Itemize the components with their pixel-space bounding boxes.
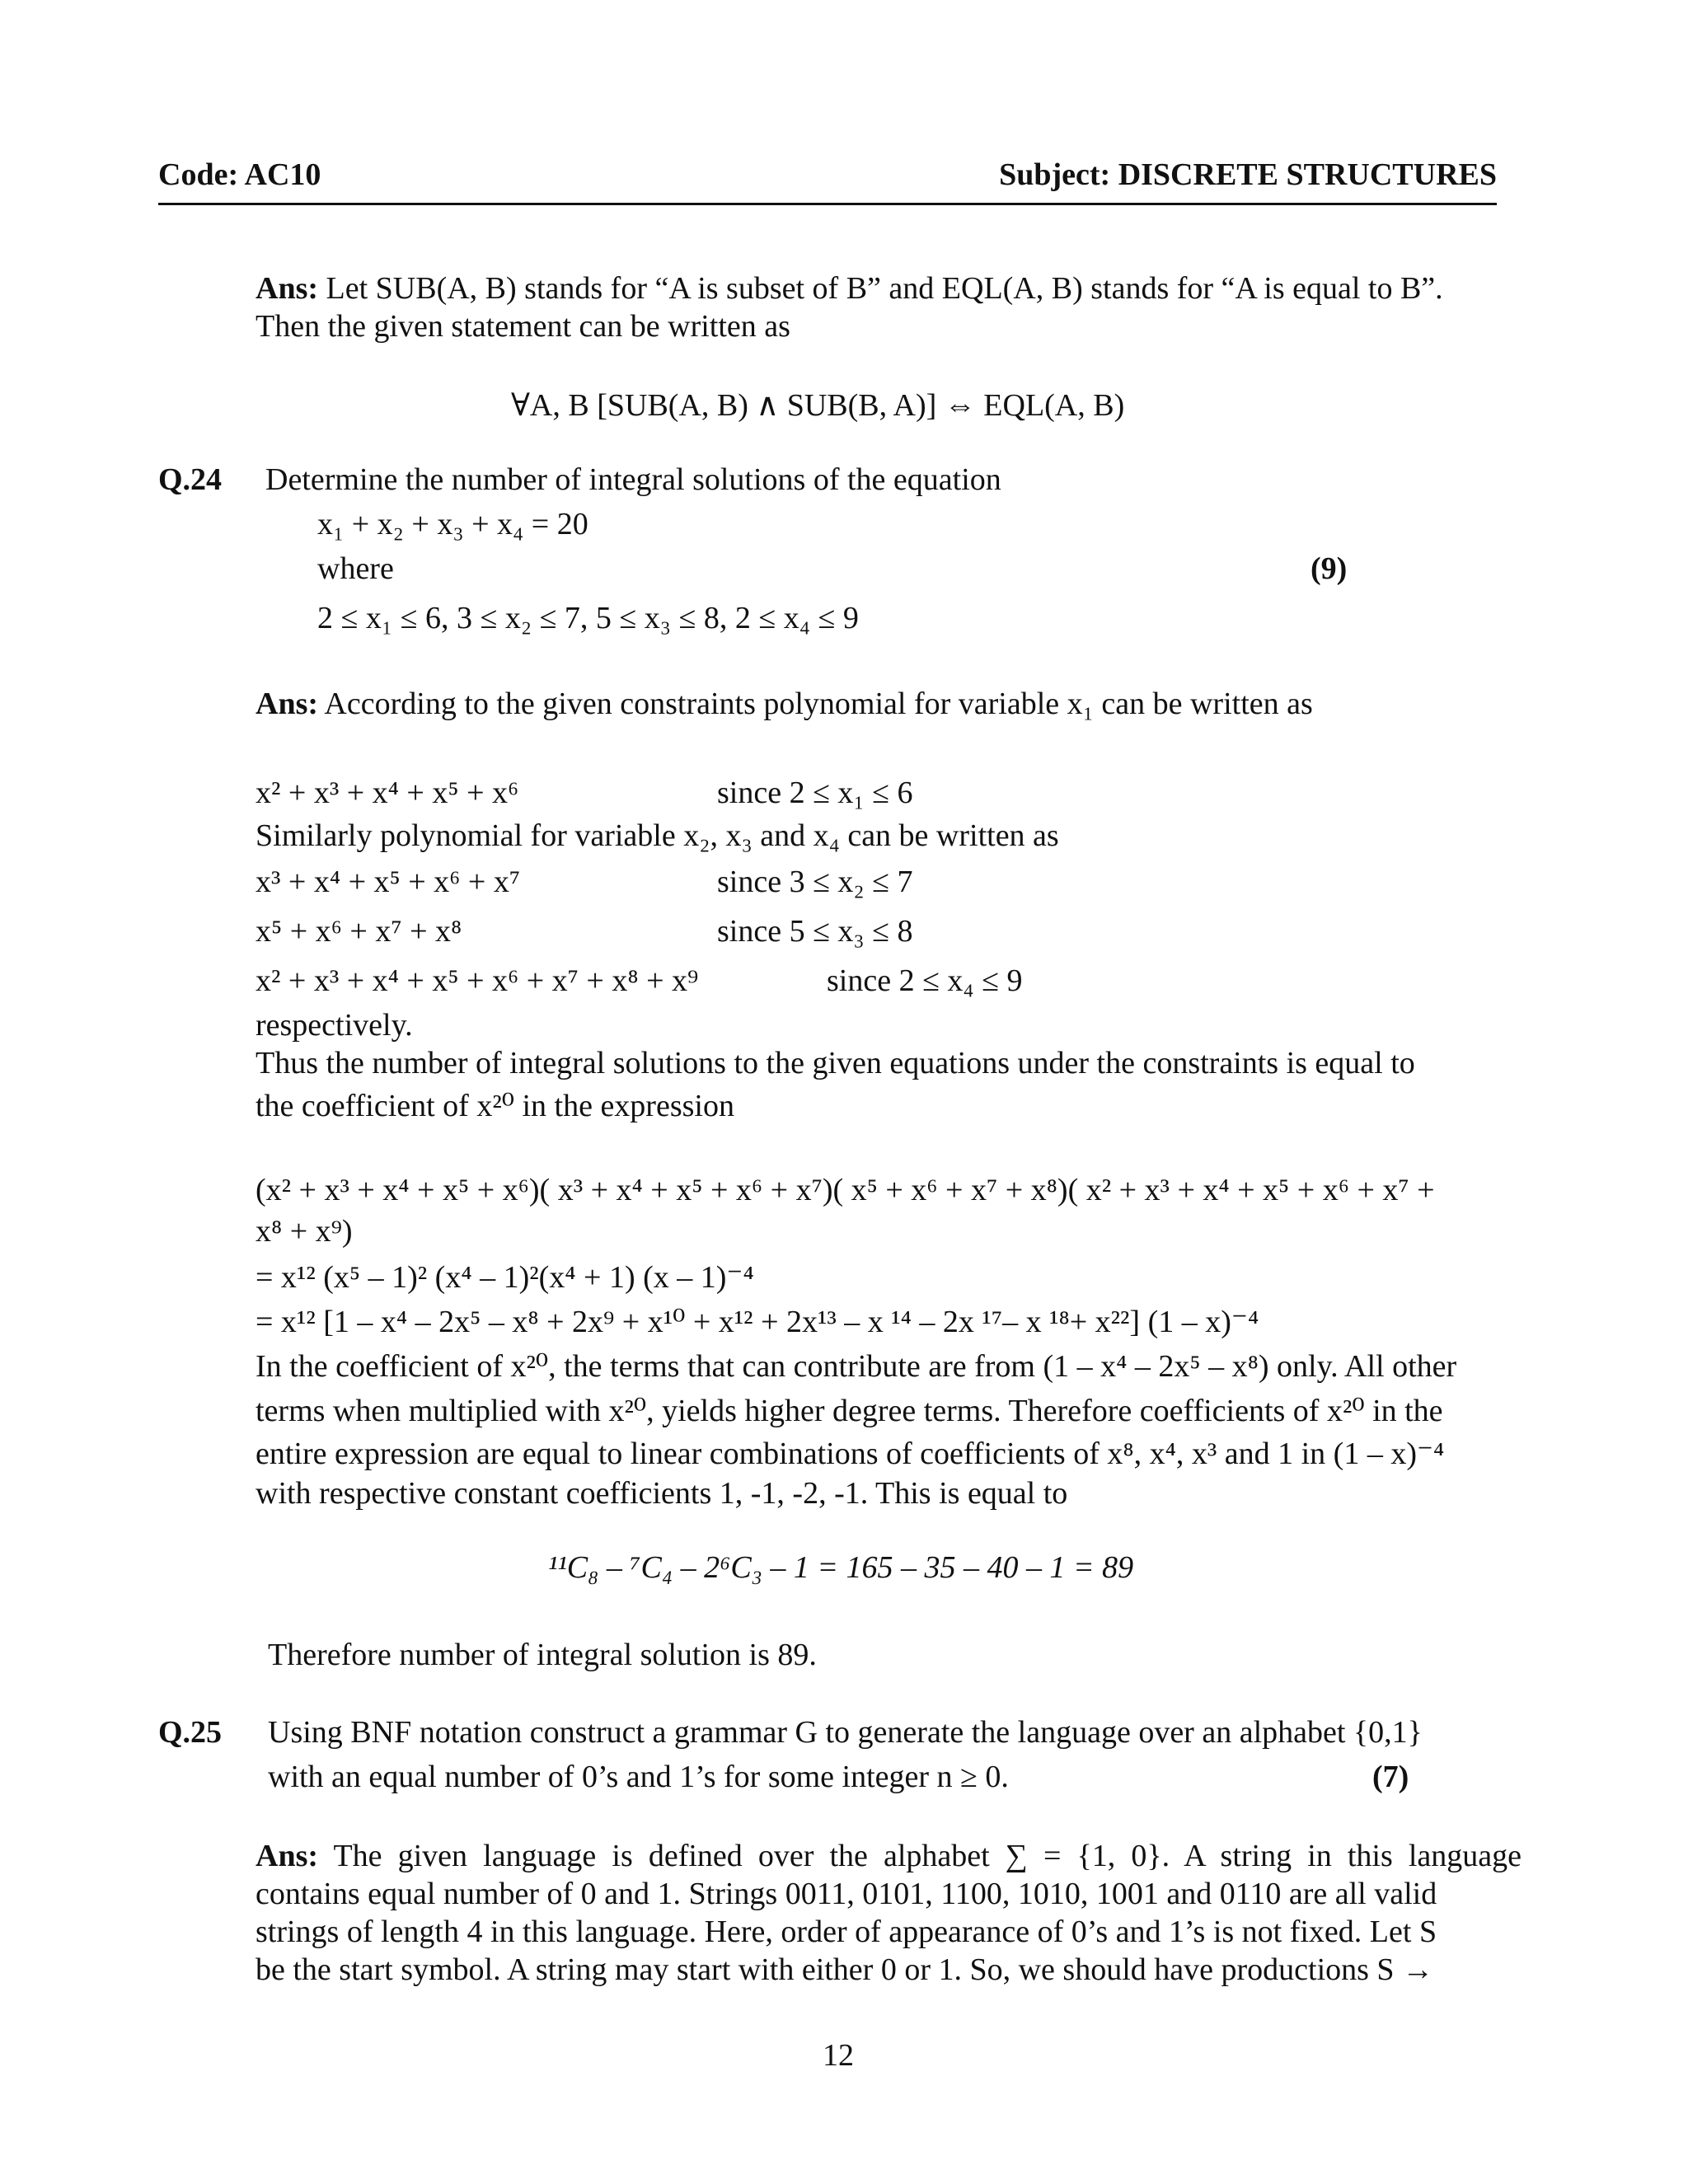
answer-24-expr4: = x¹² [1 – x⁴ – 2x⁵ – x⁸ + 2x⁹ + x¹⁰ + x¹² + 2x¹³ – x ¹⁴ – 2x ¹⁷– x ¹⁸+ x²²] (1 – x)⁻⁴ (256, 1305, 1259, 1339)
answer-24-result: ¹¹C₈ – ⁷C₄ – 2⁶C₃ – 1 = 165 – 35 – 40 – 1 = 89 (548, 1550, 1134, 1585)
answer-24-conclusion: Therefore number of integral solution is 89. (268, 1638, 817, 1672)
ans-prev-formula: ∀A, B [SUB(A, B) ∧ SUB(B, A)] ⇔ EQL(A, B) (511, 388, 1125, 423)
answer-24-poly4: x² + x³ + x⁴ + x⁵ + x⁶ + x⁷ + x⁸ + x⁹ (256, 963, 699, 998)
answer-24-expr1: (x² + x³ + x⁴ + x⁵ + x⁶)( x³ + x⁴ + x⁵ + x⁶ + x⁷)( x⁵ + x⁶ + x⁷ + x⁸)( x² + x³ + x⁴ + x⁵ + x⁶ + x⁷ + (256, 1173, 1435, 1207)
answer-25-line3: strings of length 4 in this language. Here, order of appearance of 0’s and 1’s is not fixed. Let S (256, 1915, 1437, 1949)
answer-24-thus2: the coefficient of x²⁰ in the expression (256, 1089, 734, 1123)
answer-24-poly1: x² + x³ + x⁴ + x⁵ + x⁶ (256, 776, 519, 810)
question-25-line1: Using BNF notation construct a grammar G to generate the language over an alphabet {0,1} (268, 1715, 1423, 1750)
answer-25-line4: be the start symbol. A string may start with either 0 or 1. So, we should have productions S → (256, 1952, 1434, 1987)
course-code: Code: AC10 (158, 157, 321, 192)
answer-24-poly2: x³ + x⁴ + x⁵ + x⁶ + x⁷ (256, 865, 521, 899)
header-rule (158, 203, 1497, 205)
question-24-text: Determine the number of integral solutions of the equation (265, 462, 1001, 497)
page-number: 12 (823, 2038, 854, 2073)
question-25-label: Q.25 (158, 1715, 223, 1750)
answer-24-thus1: Thus the number of integral solutions to the given equations under the constraints is equal to (256, 1046, 1415, 1080)
answer-24-para4: with respective constant coefficients 1, -1, -2, -1. This is equal to (256, 1476, 1068, 1511)
question-24-constraints: 2 ≤ x₁ ≤ 6, 3 ≤ x₂ ≤ 7, 5 ≤ x₃ ≤ 8, 2 ≤ x₄ ≤ 9 (317, 601, 859, 635)
question-24-equation: x₁ + x₂ + x₃ + x₄ = 20 (317, 507, 588, 541)
answer-24-since4: since 2 ≤ x₄ ≤ 9 (827, 963, 1023, 998)
question-25-line2: with an equal number of 0’s and 1’s for some integer n ≥ 0. (268, 1760, 1009, 1794)
answer-24-since1: since 2 ≤ x₁ ≤ 6 (717, 776, 913, 810)
answer-24-intro: Ans: According to the given constraints polynomial for variable x₁ can be written as (256, 687, 1313, 721)
answer-25-line1: Ans: The given language is defined over the alphabet ∑ = {1, 0}. A string in this language (256, 1839, 1522, 1873)
question-24-label: Q.24 (158, 462, 223, 497)
answer-24-since3: since 5 ≤ x₃ ≤ 8 (717, 914, 913, 949)
answer-25-line2: contains equal number of 0 and 1. Strings 0011, 0101, 1100, 1010, 1001 and 0110 are all valid (256, 1877, 1437, 1911)
question-25-marks: (7) (1372, 1760, 1409, 1794)
answer-24-expr3: = x¹² (x⁵ – 1)² (x⁴ – 1)²(x⁴ + 1) (x – 1)⁻⁴ (256, 1260, 754, 1295)
answer-24-para1: In the coefficient of x²⁰, the terms that can contribute are from (1 – x⁴ – 2x⁵ – x⁸) only. All other (256, 1349, 1457, 1384)
answer-24-expr2: x⁸ + x⁹) (256, 1214, 353, 1249)
answer-24-poly3: x⁵ + x⁶ + x⁷ + x⁸ (256, 914, 462, 949)
answer-24-respectively: respectively. (256, 1008, 413, 1043)
answer-24-similarly: Similarly polynomial for variable x₂, x₃ and x₄ can be written as (256, 818, 1059, 853)
answer-24-para3: entire expression are equal to linear combinations of coefficients of x⁸, x⁴, x³ and 1 in (1 – x)⁻⁴ (256, 1436, 1445, 1471)
answer-24-para2: terms when multiplied with x²⁰, yields higher degree terms. Therefore coefficients of x²⁰ in the (256, 1394, 1443, 1428)
question-24-where: where (317, 551, 394, 586)
ans-prev-line2: Then the given statement can be written as (256, 309, 790, 344)
ans-prev-line1: Ans: Let SUB(A, B) stands for “A is subset of B” and EQL(A, B) stands for “A is equal to B”. (256, 271, 1443, 306)
subject-title: Subject: DISCRETE STRUCTURES (999, 157, 1497, 192)
question-24-marks: (9) (1311, 551, 1348, 586)
answer-24-since2: since 3 ≤ x₂ ≤ 7 (717, 865, 913, 899)
